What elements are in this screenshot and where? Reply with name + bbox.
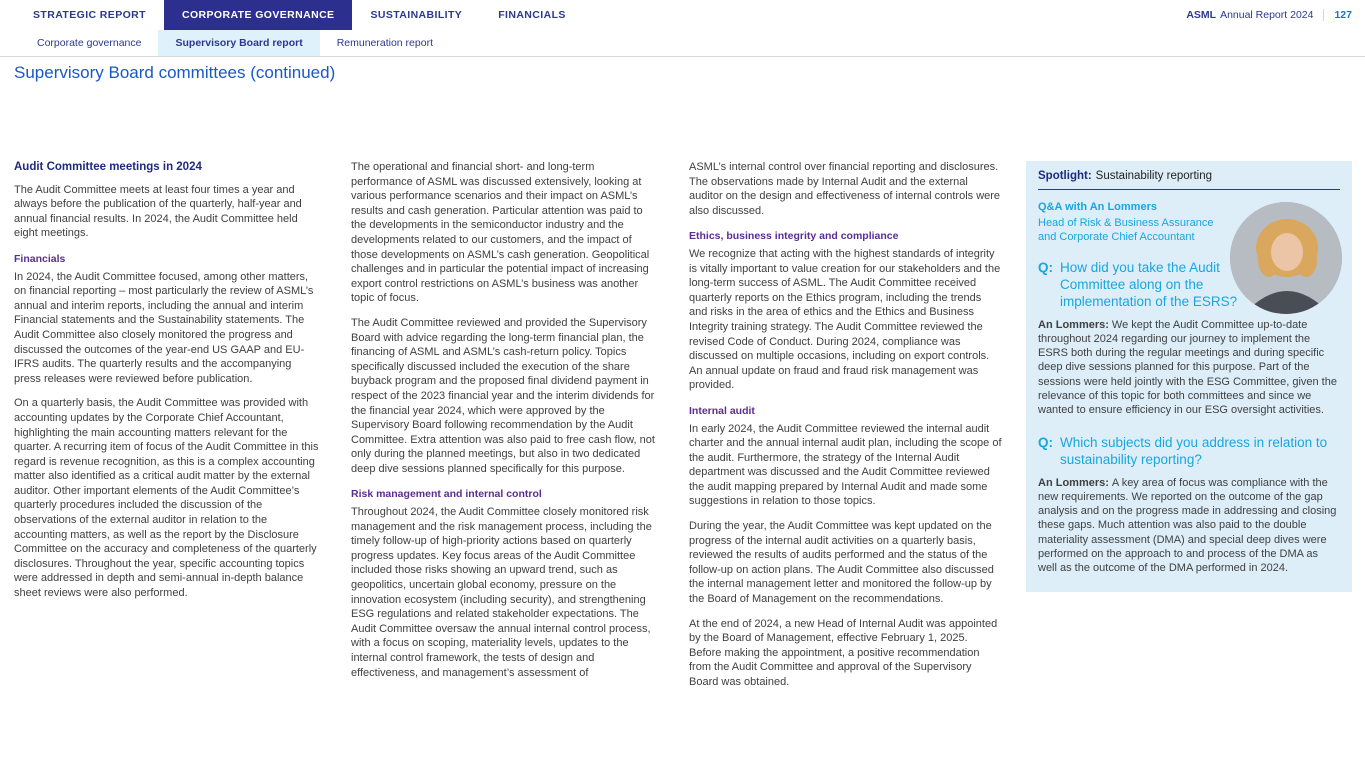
paragraph: At the end of 2024, a new Head of Internal Audit was appointed by the Board of Management, effective February 1, 2025. Before making the appointment, a positive recommendation from the Audit Committee and approval of the Supervisory Board was obtained.	[689, 617, 998, 688]
answer-1	[1038, 318, 1340, 418]
asml-brand: ASML	[1186, 9, 1217, 21]
subnav-corporate-governance[interactable]: Corporate governance	[37, 37, 142, 49]
text-column-2	[351, 160, 658, 690]
header-right	[1186, 0, 1365, 30]
page-title: Supervisory Board committees (continued)	[14, 63, 336, 82]
page-number: 127	[1334, 9, 1352, 21]
top-navigation	[0, 0, 1365, 30]
paragraph: The operational and financial short- and long-term performance of ASML was discussed extensively, looking at various performance scenarios and their impact on ASML’s results and cash generation. Particular attention was paid to the developments in the semiconductor industry and the developments related to our customers, and the impact of those developments on ASML’s cash generation. Geopolitical challenges and in particular the potential impact of increasing export control restrictions on ASML’s business was another topic of focus.	[351, 161, 650, 305]
report-title-text: Annual Report 2024	[1220, 9, 1314, 21]
answer-1-speaker: An Lommers:	[1038, 318, 1109, 331]
subheading-financials: Financials	[14, 252, 66, 265]
question-2-text: Which subjects did you address in relation to sustainability reporting?	[1060, 434, 1328, 467]
question-mark-prefix: Q:	[1038, 434, 1053, 450]
spotlight-topic: Sustainability reporting	[1095, 170, 1212, 182]
qa-intro-block	[1038, 200, 1340, 310]
answer-2-speaker: An Lommers:	[1038, 476, 1109, 489]
tab-corporate-governance[interactable]: CORPORATE GOVERNANCE	[164, 0, 352, 30]
subheading-ethics-compliance: Ethics, business integrity and compliance	[689, 230, 899, 243]
question-2	[1038, 434, 1340, 468]
answer-2	[1038, 476, 1340, 576]
subnav-supervisory-board-report[interactable]: Supervisory Board report	[158, 30, 319, 56]
text-column-3	[689, 160, 1002, 700]
qa-title: Q&A with An Lommers	[1038, 201, 1157, 213]
portrait-illustration	[1230, 202, 1342, 314]
subnav-remuneration-report[interactable]: Remuneration report	[336, 37, 433, 49]
answer-1-text: We kept the Audit Committee up-to-date throughout 2024 regarding our journey to implement the ESRS both during the regular meetings and during specific deep dive sessions planned for this purpose. Part of the sessions were held jointly with the ESG Committee, given the relevance of this topic for both committees and since we wanted to ensure efficiency in our ESG oversight activities.	[1038, 318, 1337, 417]
tab-sustainability[interactable]: SUSTAINABILITY	[370, 9, 463, 21]
question-mark-prefix: Q:	[1038, 259, 1053, 275]
section-heading-audit-committee-meetings: Audit Committee meetings in 2024	[14, 161, 202, 173]
paragraph: We recognize that acting with the highest standards of integrity is vitally important to value creation for our stakeholders and the long-term success of ASML. The Audit Committee received quarterly reports on the Ethics program, including the trends and risks in the area of ethics and the Ethics and Business Integrity training strategy. The Audit Committee reviewed the revised Code of Conduct. During 2024, compliance was discussed on multiple occasions, including on export controls. An annual update on fraud and fraud risk management was provided.	[689, 247, 1001, 392]
header-divider	[1323, 9, 1324, 21]
spotlight-panel	[1026, 161, 1352, 592]
paragraph: Throughout 2024, the Audit Committee closely monitored risk management and the risk management process, including the timely follow-up of high-priority actions based on quarterly progress updates. Key focus areas of the Audit Committee included those risks showing an upward trend, such as geopolitics, uncertain global economy, pressure on the innovation ecosystem (including security), and strengthening ESG regulations and related stakeholder expectations. The Audit Committee oversaw the annual internal control process, with a focus on scoping, materiality levels, updates to the internal control framework, the tests of design and effectiveness, and management’s assessment of	[351, 506, 652, 679]
an-lommers-photo	[1230, 202, 1342, 314]
question-1-text: How did you take the Audit Committee along on the implementation of the ESRS?	[1060, 259, 1238, 309]
tab-strategic-report[interactable]: STRATEGIC REPORT	[33, 9, 146, 21]
subheading-internal-audit: Internal audit	[689, 404, 755, 417]
section-sub-navigation	[0, 30, 1365, 57]
paragraph: ASML’s internal control over financial reporting and disclosures. The observations made by Internal Audit and the external auditor on the design and effectiveness of internal controls were also discussed.	[689, 161, 1001, 217]
paragraph: In 2024, the Audit Committee focused, among other matters, on financial reporting – most particularly the review of ASML’s annual and interim reports, including the annual and interim Financial statements and the Sustainability statements. The Audit Committee also closely monitored the progress and discussed the outcomes of the year-end US GAAP and EU-IFRS audits. The quarterly results and the accompanying press releases were reviewed before publication.	[14, 270, 314, 385]
text-column-1	[14, 160, 320, 611]
tab-financials[interactable]: FINANCIALS	[498, 9, 566, 21]
spotlight-label: Spotlight:	[1038, 170, 1092, 182]
answer-2-text: A key area of focus was compliance with the new requirements. We reported on the outcome of the gap analysis and on the progress made in addressing and closing these gaps. Much attention was also paid to the double materiality assessment (DMA) and special deep dives were performed on the approach to and process of the DMA as well as the outcome of the DMA performed in 2024.	[1038, 476, 1337, 575]
qa-subtitle: Head of Risk & Business Assurance and Corporate Chief Accountant	[1038, 216, 1214, 243]
paragraph: During the year, the Audit Committee was kept updated on the progress of the internal audit activities on a quarterly basis, reviewed the results of audits performed and the status of the follow-up on action plans. The Audit Committee also discussed the internal management letter and monitored the follow-up by the Board of Management on the recommendations.	[689, 520, 994, 606]
subheading-risk-management: Risk management and internal control	[351, 488, 542, 501]
paragraph: The Audit Committee meets at least four times a year and always before the publication of the quarterly, half-year and annual financial results. In 2024, the Audit Committee held eight meetings.	[14, 183, 302, 240]
report-title	[1186, 9, 1313, 21]
paragraph: On a quarterly basis, the Audit Committee was provided with accounting updates by the Corporate Chief Accountant, highlighting the main accounting matters relevant for the quarter. A recurring item of focus of the Audit Committee in this regard is revenue recognition, as this is a complex accounting matter also identified as a critical audit matter by the external auditor. Other important elements of the Audit Committee’s quarterly procedures included the discussion of the observations of the external auditor in relation to the accounting matters, as well as the report by the Disclosure Committee on the accuracy and completeness of the quarterly disclosures. Throughout the year, specific accounting topics were addressed in depth and semi-annual in-depth balance sheet reviews were also performed.	[14, 397, 319, 600]
spotlight-header	[1038, 170, 1340, 190]
paragraph: In early 2024, the Audit Committee reviewed the internal audit charter and the annual internal audit plan, including the scope of the audit. Furthermore, the strategy of the Internal Audit department was discussed and the Audit Committee reviewed the audit mapping prepared by Internal Audit and made some suggestions in relation to those topics.	[689, 422, 1002, 508]
paragraph: The Audit Committee reviewed and provided the Supervisory Board with advice regarding the long-term financial plan, the financing of ASML and ASML’s cash-return policy. Topics specifically discussed included the execution of the share buyback program and the proposed final dividend payment in respect of the 2023 financial year and the interim dividends for the financial year 2024, which were approved by the Supervisory Board following recommendation by the Audit Committee. Extra attention was also paid to free cash flow, not only during the planned meetings, but also in two dedicated deep dive sessions planned specifically for this purpose.	[351, 316, 655, 475]
